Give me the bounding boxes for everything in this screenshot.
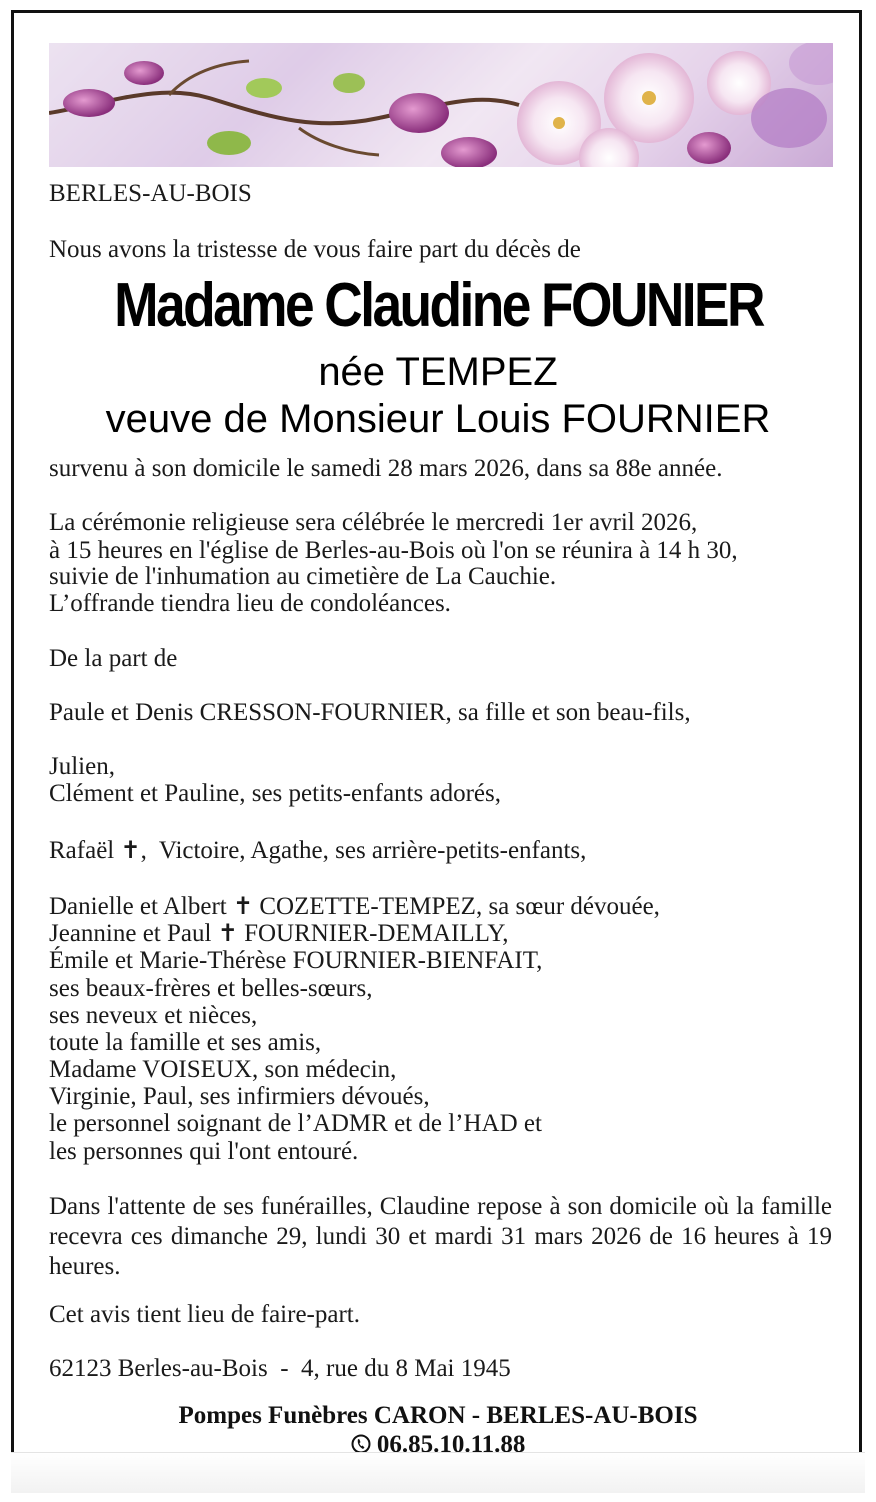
bottom-edge: [11, 1452, 865, 1493]
family-line: ses neveux et nièces,: [49, 1002, 258, 1029]
intro-text: Nous avons la tristesse de vous faire part du décès de: [49, 236, 581, 263]
closing-text: Cet avis tient lieu de faire-part.: [49, 1301, 360, 1328]
family-name: Rafaël: [49, 837, 115, 864]
death-notice: survenu à son domicile le samedi 28 mars 2026, dans sa 88e année.: [49, 455, 723, 482]
widow-of: veuve de Monsieur Louis FOURNIER: [105, 397, 771, 441]
ceremony-line: à 15 heures en l'église de Berles-au-Bois où l'on se réunira à 14 h 30,: [49, 537, 738, 564]
family-line: le personnel soignant de l’ADMR et de l’HAD et: [49, 1110, 542, 1137]
town-heading: BERLES-AU-BOIS: [49, 180, 252, 207]
family-text: FOURNIER-DEMAILLY,: [237, 920, 509, 947]
banner-image: [49, 43, 833, 167]
family-line: Madame VOISEUX, son médecin,: [49, 1056, 397, 1083]
sister-line: [49, 892, 660, 921]
family-line: Virginie, Paul, ses infirmiers dévoués,: [49, 1083, 430, 1110]
cherry-blossom-illustration: [49, 43, 833, 167]
cross-icon: ✝: [232, 892, 254, 920]
in-law-line: [49, 919, 508, 948]
cross-icon: ✝: [120, 836, 141, 864]
family-text: COZETTE-TEMPEZ, sa sœur dévouée,: [253, 893, 660, 920]
address: 62123 Berles-au-Bois - 4, rue du 8 Mai 1945: [49, 1355, 511, 1382]
family-line: ses beaux-frères et belles-sœurs,: [49, 975, 373, 1002]
maiden-name: née TEMPEZ: [318, 350, 558, 394]
from-label: De la part de: [49, 645, 178, 672]
daughter-line: Paule et Denis CRESSON-FOURNIER, sa fille et son beau-fils,: [49, 699, 691, 726]
family-line: les personnes qui l'ont entouré.: [49, 1138, 359, 1165]
visitation-paragraph: Dans l'attente de ses funérailles, Claudine repose à son domicile où la famille recevra ces dimanche 29, lundi 30 et mardi 31 mars 2026 de 16 heures à 19 heures.: [49, 1193, 832, 1280]
ceremony-line: L’offrande tiendra lieu de condoléances.: [49, 590, 451, 617]
phone-line: [0, 1430, 876, 1452]
phone-icon: [351, 1433, 371, 1452]
cross-icon: ✝: [217, 919, 238, 947]
great-grandchildren-line: [49, 836, 586, 865]
grandchild-line: Clément et Pauline, ses petits-enfants adorés,: [49, 780, 501, 807]
funeral-company: Pompes Funèbres CARON - BERLES-AU-BOIS: [178, 1402, 698, 1429]
ceremony-line: La cérémonie religieuse sera célébrée le mercredi 1er avril 2026,: [49, 509, 698, 536]
family-line: toute la famille et ses amis,: [49, 1029, 322, 1056]
deceased-name: Madame Claudine FOUNIER: [114, 271, 763, 340]
phone-number: 06.85.10.11.88: [376, 1431, 526, 1452]
family-name: Danielle et Albert: [49, 893, 227, 920]
grandchild-line: Julien,: [49, 753, 115, 780]
family-line: Émile et Marie-Thérèse FOURNIER-BIENFAIT,: [49, 947, 543, 974]
ceremony-line: suivie de l'inhumation au cimetière de La Cauchie.: [49, 563, 557, 590]
family-name: Jeannine et Paul: [49, 920, 212, 947]
family-text: , Victoire, Agathe, ses arrière-petits-enfants,: [140, 837, 587, 864]
